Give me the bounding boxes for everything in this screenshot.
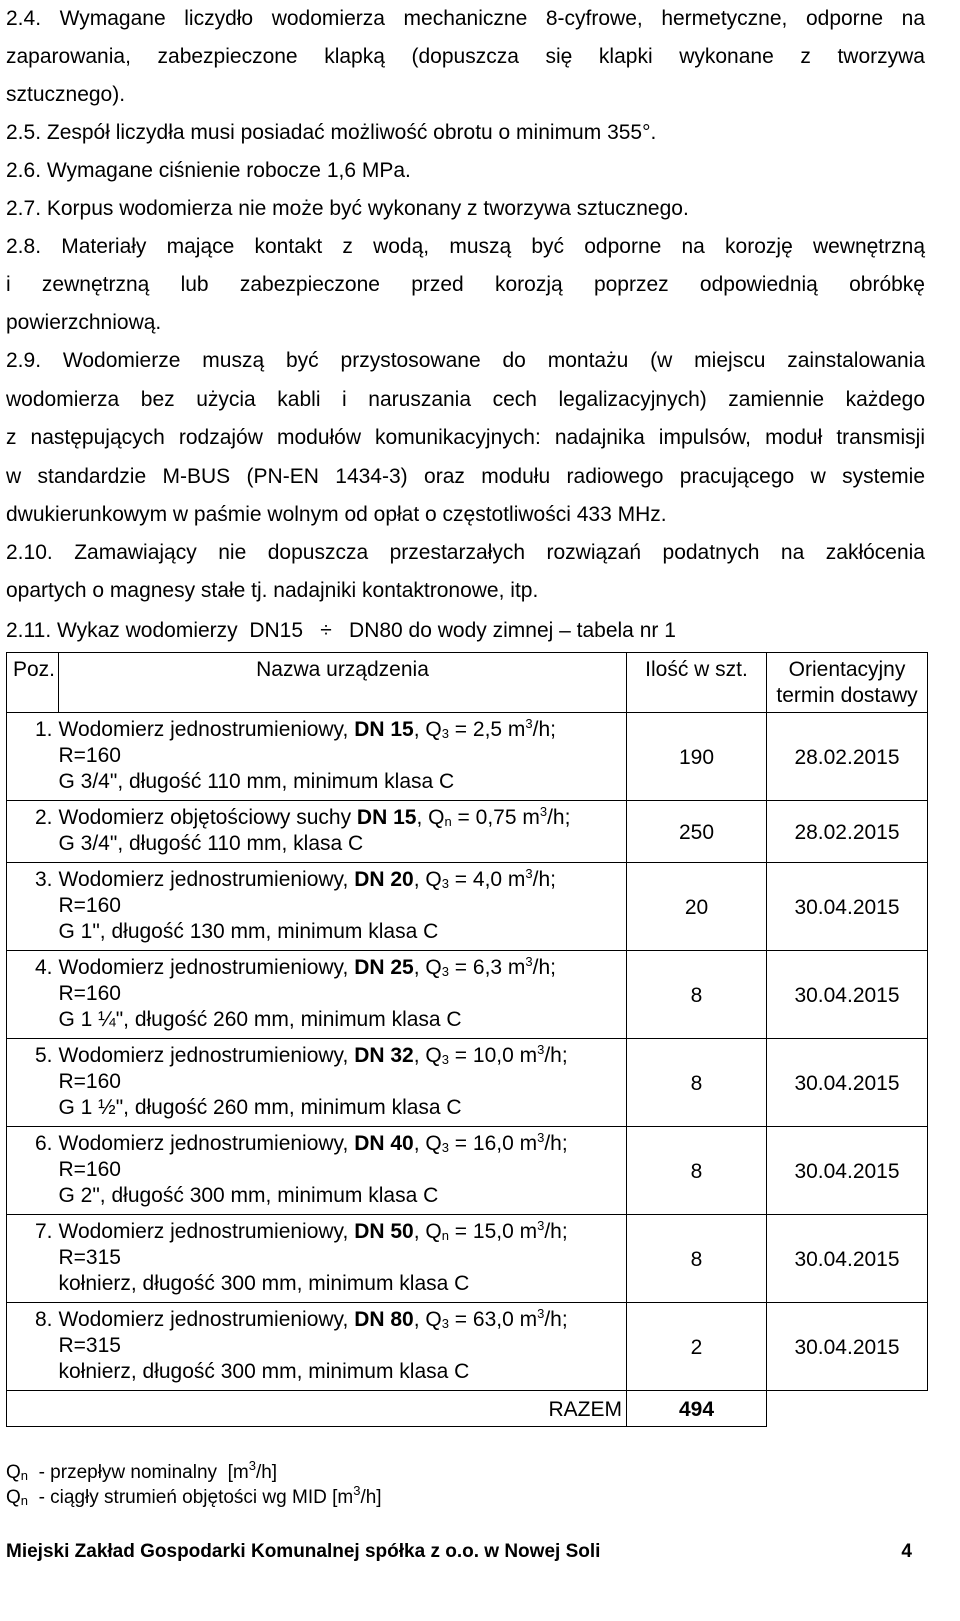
row-date: 30.04.2015 xyxy=(767,1215,928,1303)
flow-value: = 2,5 m xyxy=(448,718,526,741)
division-sign-icon: ÷ xyxy=(320,619,332,642)
unit-tail: /h; xyxy=(544,1132,568,1155)
unit-tail: /h; xyxy=(544,1308,568,1331)
row-description xyxy=(59,1215,627,1303)
flow-value: = 10,0 m xyxy=(448,1044,538,1067)
header-poz: Poz. xyxy=(7,653,59,713)
item-detail: G 1", długość 130 mm, minimum klasa C xyxy=(58,920,439,943)
paragraph-line: 2.8. Materiały mające kontakt z wodą, muszą być odporne na korozję wewnętrzną xyxy=(6,235,925,258)
item-detail: R=160 xyxy=(58,982,121,1005)
row-description xyxy=(59,1303,627,1391)
legend-text: /h] xyxy=(255,1462,278,1483)
paragraph-line: 2.10. Zamawiający nie dopuszcza przestarzałych rozwiązań podatnych na zakłócenia xyxy=(6,541,925,564)
unit-tail: /h; xyxy=(544,1220,568,1243)
flow-symbol: Q xyxy=(425,868,442,891)
legend-text: - przepływ nominalny [m xyxy=(28,1462,249,1483)
row-quantity: 8 xyxy=(627,1215,767,1303)
item-type: Wodomierz jednostrumieniowy, xyxy=(58,718,349,741)
paragraph-line: sztucznego). xyxy=(6,83,126,106)
page-footer xyxy=(6,1541,912,1563)
unit-tail: /h; xyxy=(544,1044,568,1067)
item-detail: R=315 xyxy=(58,1334,121,1357)
paragraph-line: wodomierza bez użycia kabli i naruszania cech legalizacyjnych) zamiennie każdego xyxy=(6,387,925,411)
item-dn: DN 15 xyxy=(356,806,417,829)
item-first-line: Wodomierz jednostrumieniowy, DN 20, $Q_3 = 4,0$ $m^3/h$; xyxy=(58,866,557,891)
unit-superscript: 3 xyxy=(539,804,548,819)
item-detail: R=160 xyxy=(58,1158,121,1181)
table-row xyxy=(7,951,928,1039)
item-detail: kołnierz, długość 300 mm, minimum klasa C xyxy=(58,1360,470,1383)
unit-tail: /h; xyxy=(532,868,557,891)
row-date: 30.04.2015 xyxy=(767,863,928,951)
legend-symbol: Q xyxy=(6,1462,21,1483)
item-first-line: Wodomierz jednostrumieniowy, DN 50, $Q_n = 15,0$ $m^3/h$; xyxy=(58,1218,568,1243)
row-description xyxy=(59,951,627,1039)
item-first-line: Wodomierz jednostrumieniowy, DN 80, $Q_3 = 63,0$ $m^3/h$; xyxy=(58,1306,568,1331)
unit-superscript: 3 xyxy=(537,1218,545,1233)
flow-value: = 0,75 m xyxy=(451,806,540,829)
row-date: 30.04.2015 xyxy=(767,951,928,1039)
unit-tail: /h; xyxy=(532,956,557,979)
row-description xyxy=(59,1127,627,1215)
unit-superscript: 3 xyxy=(525,866,533,881)
paragraph-2-10 xyxy=(6,534,925,572)
total-value: 494 xyxy=(627,1391,767,1427)
item-type: Wodomierz jednostrumieniowy, xyxy=(58,1044,349,1067)
footer-company: Miejski Zakład Gospodarki Komunalnej spółka z o.o. w Nowej Soli xyxy=(6,1541,601,1562)
paragraph-line: w standardzie M-BUS (PN-EN 1434-3) oraz modułu radiowego pracującego w systemie xyxy=(6,464,925,488)
paragraph-2-11 xyxy=(6,612,676,650)
total-label: RAZEM xyxy=(7,1391,627,1427)
flow-subscript: n xyxy=(444,814,452,829)
paragraph-line: opartych o magnesy stałe tj. nadajniki kontaktronowe, itp. xyxy=(6,579,539,602)
legend-line xyxy=(6,1483,382,1509)
flow-value: = 63,0 m xyxy=(448,1308,538,1331)
table-row xyxy=(7,801,928,863)
legend-superscript: 3 xyxy=(248,1458,256,1473)
item-dn: DN 32 xyxy=(354,1044,414,1067)
row-description xyxy=(59,801,627,863)
row-position: 4. xyxy=(7,951,59,1039)
item-first-line: Wodomierz jednostrumieniowy, DN 15, $Q_3 = 2,5$ $m^3/h$; xyxy=(58,716,557,741)
item-first-line: Wodomierz jednostrumieniowy, DN 40, $Q_3 = 16,0$ $m^3/h$; xyxy=(58,1130,568,1155)
row-position: 8. xyxy=(7,1303,59,1391)
flow-value: = 4,0 m xyxy=(448,868,526,891)
table-row xyxy=(7,1215,928,1303)
row-position: 3. xyxy=(7,863,59,951)
row-date: 28.02.2015 xyxy=(767,713,928,801)
unit-tail: /h; xyxy=(532,718,557,741)
item-dn: DN 80 xyxy=(354,1308,414,1331)
item-detail: G 1 ½", długość 260 mm, minimum klasa C xyxy=(58,1096,462,1119)
item-type: Wodomierz jednostrumieniowy, xyxy=(58,1220,349,1243)
header-qty: Ilość w szt. xyxy=(627,653,767,713)
flow-value: = 6,3 m xyxy=(448,956,526,979)
legend-text: - ciągły strumień objętości wg MID [m xyxy=(28,1487,354,1508)
flow-subscript: 3 xyxy=(441,1316,449,1331)
row-date: 28.02.2015 xyxy=(767,801,928,863)
legend-symbol: Q xyxy=(6,1487,21,1508)
flow-subscript: 3 xyxy=(441,1140,449,1155)
row-position: 1. xyxy=(7,713,59,801)
item-type: Wodomierz jednostrumieniowy, xyxy=(58,1132,349,1155)
item-dn: DN 25 xyxy=(354,956,414,979)
paragraph-line: powierzchniową. xyxy=(6,311,162,334)
legend-superscript: 3 xyxy=(353,1483,361,1498)
item-dn: DN 50 xyxy=(354,1220,414,1243)
header-date-line: termin dostawy xyxy=(776,684,918,707)
flow-symbol: Q xyxy=(425,1132,442,1155)
flow-subscript: 3 xyxy=(441,964,449,979)
paragraph-text: DN80 do wody zimnej – tabela nr 1 xyxy=(349,619,676,642)
paragraph-2-7: 2.7. Korpus wodomierza nie może być wykonany z tworzywa sztucznego. xyxy=(6,197,689,220)
item-detail: R=315 xyxy=(58,1246,121,1269)
flow-symbol: Q xyxy=(425,718,442,741)
paragraph-line: 2.9. Wodomierze muszą być przystosowane do montażu (w miejscu zainstalowania xyxy=(6,349,925,372)
row-description xyxy=(59,863,627,951)
flow-value: = 15,0 m xyxy=(448,1220,538,1243)
paragraph-line: dwukierunkowym w paśmie wolnym od opłat o częstotliwości 433 MHz. xyxy=(6,503,667,526)
flow-value: = 16,0 m xyxy=(448,1132,538,1155)
unit-superscript: 3 xyxy=(537,1130,545,1145)
paragraph-line: 2.4. Wymagane liczydło wodomierza mechaniczne 8-cyfrowe, hermetyczne, odporne na xyxy=(6,7,925,30)
flow-symbol: Q xyxy=(425,1220,442,1243)
flow-subscript: 3 xyxy=(441,1052,449,1067)
row-position: 2. xyxy=(7,801,59,863)
item-first-line: Wodomierz objętościowy suchy DN 15, $Q_n = 0,75$ $m^3/h$; xyxy=(58,804,571,829)
item-detail: kołnierz, długość 300 mm, minimum klasa C xyxy=(58,1272,470,1295)
header-date-line: Orientacyjny xyxy=(788,658,906,681)
unit-tail: /h; xyxy=(547,806,571,829)
header-name: Nazwa urządzenia xyxy=(59,653,627,713)
table-row xyxy=(7,1127,928,1215)
paragraph-2-9 xyxy=(6,342,925,496)
paragraph-line: z następujących rodzajów modułów komunikacyjnych: nadajnika impulsów, moduł transmisji xyxy=(6,426,925,449)
row-quantity: 20 xyxy=(627,863,767,951)
unit-superscript: 3 xyxy=(537,1306,545,1321)
row-date: 30.04.2015 xyxy=(767,1303,928,1391)
item-dn: DN 20 xyxy=(354,868,414,891)
legend-line xyxy=(6,1458,278,1484)
table-row xyxy=(7,863,928,951)
item-type: Wodomierz jednostrumieniowy, xyxy=(58,956,349,979)
item-dn: DN 40 xyxy=(354,1132,414,1155)
empty-cell xyxy=(767,1391,928,1427)
item-detail: R=160 xyxy=(58,744,121,767)
paragraph-text: 2.11. Wykaz wodomierzy DN15 xyxy=(6,619,304,642)
item-first-line: Wodomierz jednostrumieniowy, DN 25, $Q_3 = 6,3$ $m^3/h$; xyxy=(58,954,557,979)
paragraph-line: i zewnętrzną lub zabezpieczone przed korozją poprzez odpowiednią obróbkę xyxy=(6,273,925,296)
flow-symbol: Q xyxy=(425,1044,442,1067)
row-quantity: 190 xyxy=(627,713,767,801)
row-position: 6. xyxy=(7,1127,59,1215)
table-row xyxy=(7,1303,928,1391)
item-detail: R=160 xyxy=(58,1070,121,1093)
item-type: Wodomierz objętościowy suchy xyxy=(58,806,352,829)
row-description xyxy=(59,713,627,801)
paragraph-line: zaparowania, zabezpieczone klapką (dopuszcza się klapki wykonane z tworzywa xyxy=(6,45,925,68)
paragraph-2-5: 2.5. Zespół liczydła musi posiadać możliwość obrotu o minimum 355°. xyxy=(6,121,657,144)
header-date xyxy=(767,653,928,713)
row-quantity: 2 xyxy=(627,1303,767,1391)
legend-subscript: n xyxy=(20,1493,29,1508)
row-quantity: 8 xyxy=(627,951,767,1039)
item-type: Wodomierz jednostrumieniowy, xyxy=(58,868,349,891)
table-row xyxy=(7,1039,928,1127)
row-position: 5. xyxy=(7,1039,59,1127)
legend-subscript: n xyxy=(20,1468,29,1483)
item-detail: G 3/4", długość 110 mm, minimum klasa C xyxy=(58,770,455,793)
row-position: 7. xyxy=(7,1215,59,1303)
item-dn: DN 15 xyxy=(354,718,414,741)
item-detail: R=160 xyxy=(58,894,121,917)
flow-symbol: Q xyxy=(425,1308,442,1331)
unit-superscript: 3 xyxy=(525,716,533,731)
item-first-line: Wodomierz jednostrumieniowy, DN 32, $Q_3 = 10,0$ $m^3/h$; xyxy=(58,1042,568,1067)
row-quantity: 8 xyxy=(627,1039,767,1127)
row-date: 30.04.2015 xyxy=(767,1039,928,1127)
item-detail: G 1 ¼", długość 260 mm, minimum klasa C xyxy=(58,1008,462,1031)
row-date: 30.04.2015 xyxy=(767,1127,928,1215)
flow-subscript: 3 xyxy=(441,876,449,891)
paragraph-2-4 xyxy=(6,0,925,76)
row-quantity: 250 xyxy=(627,801,767,863)
flow-symbol: Q xyxy=(428,806,445,829)
item-detail: G 3/4", długość 110 mm, klasa C xyxy=(58,832,364,855)
item-type: Wodomierz jednostrumieniowy, xyxy=(58,1308,349,1331)
item-detail: G 2", długość 300 mm, minimum klasa C xyxy=(58,1184,439,1207)
flow-symbol: Q xyxy=(425,956,442,979)
unit-superscript: 3 xyxy=(537,1042,545,1057)
water-meter-table xyxy=(6,652,927,1427)
unit-superscript: 3 xyxy=(525,954,533,969)
flow-subscript: 3 xyxy=(441,726,449,741)
flow-subscript: n xyxy=(441,1228,449,1243)
paragraph-2-6: 2.6. Wymagane ciśnienie robocze 1,6 MPa. xyxy=(6,159,411,182)
row-quantity: 8 xyxy=(627,1127,767,1215)
row-description xyxy=(59,1039,627,1127)
legend-text: /h] xyxy=(360,1487,382,1508)
table-row xyxy=(7,713,928,801)
page-number: 4 xyxy=(901,1541,912,1562)
paragraph-2-8 xyxy=(6,228,925,304)
